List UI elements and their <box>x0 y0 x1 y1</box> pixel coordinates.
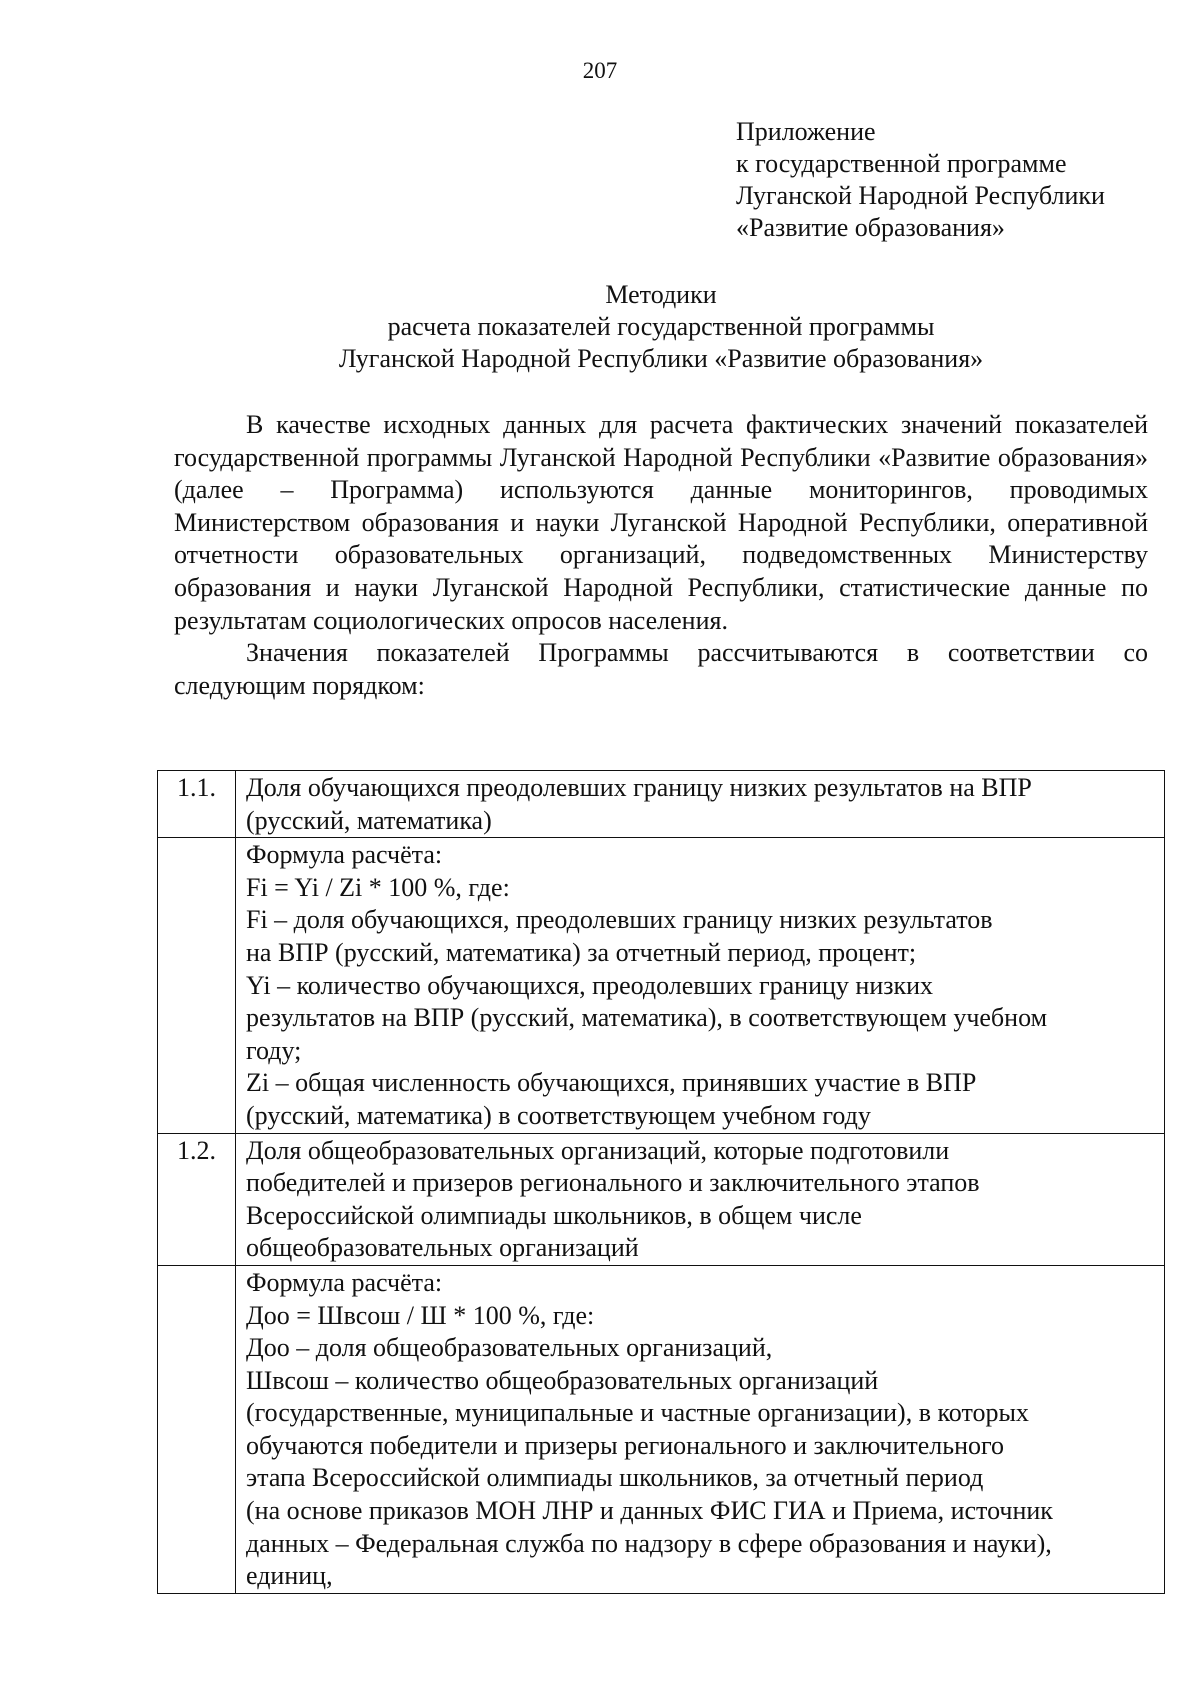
intro-paragraph: Значения показателей Программы рассчитываются в соответствии со следующим порядком: <box>174 638 1148 700</box>
row-number: 1.1. <box>158 771 236 838</box>
appendix-line: к государственной программе <box>736 149 1067 178</box>
intro-paragraph: В качестве исходных данных для расчета фактических значений показателей государственной программы Луганской Народной Республики «Развитие образования» (далее – Программа) используются данные мониторингов, проводимых Министерством образования и науки Луганской Народной Республики, оперативной отчетности образовательных организаций, подведомственных Министерству образования и науки Луганской Народной Республики, статистические данные по результатам социологических опросов населения. <box>174 410 1148 635</box>
appendix-line: Луганской Народной Республики <box>736 181 1105 210</box>
row-line: Доо – доля общеобразовательных организаций, <box>246 1333 773 1363</box>
row-content <box>236 771 1165 838</box>
row-line: данных – Федеральная служба по надзору в сфере образования и науки), <box>246 1528 1052 1558</box>
table-row <box>158 1133 1165 1265</box>
row-line: на ВПР (русский, математика) за отчетный период, процент; <box>246 937 917 967</box>
row-line: Fi – доля обучающихся, преодолевших границу низких результатов <box>246 905 993 935</box>
title-line: расчета показателей государственной программы <box>387 312 935 341</box>
row-line: Формула расчёта: <box>246 840 443 870</box>
row-line: (русский, математика) <box>246 805 492 835</box>
table-row <box>158 1265 1165 1593</box>
page-number: 207 <box>582 58 618 83</box>
title-line: Луганской Народной Республики «Развитие образования» <box>338 344 984 373</box>
row-line: Доо = Швсош / Ш * 100 %, где: <box>246 1300 595 1330</box>
row-number: 1.2. <box>158 1133 236 1265</box>
row-content <box>236 838 1165 1133</box>
row-line: (на основе приказов МОН ЛНР и данных ФИС ГИА и Приема, источник <box>246 1496 1053 1526</box>
row-line: Формула расчёта: <box>246 1267 443 1297</box>
appendix-line: Приложение <box>736 117 876 146</box>
row-line: Zi – общая численность обучающихся, принявших участие в ВПР <box>246 1068 977 1098</box>
row-line: общеобразовательных организаций <box>246 1233 639 1263</box>
row-line: этапа Всероссийской олимпиады школьников, за отчетный период <box>246 1463 984 1493</box>
row-line: обучаются победители и призеры регионального и заключительного <box>246 1430 1005 1460</box>
row-line: единиц, <box>246 1561 333 1591</box>
title-line: Методики <box>605 280 717 309</box>
row-line: Yi – количество обучающихся, преодолевших границу низких <box>246 970 934 1000</box>
row-number <box>158 1265 236 1593</box>
row-line: победителей и призеров регионального и заключительного этапов <box>246 1168 980 1198</box>
table-row <box>158 771 1165 838</box>
row-content <box>236 1133 1165 1265</box>
row-line: Всероссийской олимпиады школьников, в общем числе <box>246 1200 862 1230</box>
methods-table <box>157 770 1165 1594</box>
row-line: Fi = Yi / Zi * 100 %, где: <box>246 872 510 902</box>
row-line: Доля обучающихся преодолевших границу низких результатов на ВПР <box>246 773 1032 802</box>
row-number <box>158 838 236 1133</box>
intro-text <box>174 409 1148 702</box>
row-line: (русский, математика) в соответствующем учебном году <box>246 1100 871 1130</box>
row-content <box>236 1265 1165 1593</box>
table-row <box>158 838 1165 1133</box>
document-title <box>0 279 1200 375</box>
row-line: Швсош – количество общеобразовательных организаций <box>246 1365 879 1395</box>
row-line: (государственные, муниципальные и частные организации), в которых <box>246 1398 1029 1428</box>
appendix-line: «Развитие образования» <box>736 213 1005 242</box>
row-line: Доля общеобразовательных организаций, которые подготовили <box>246 1135 950 1165</box>
row-line: результатов на ВПР (русский, математика), в соответствующем учебном <box>246 1003 1048 1033</box>
row-line: году; <box>246 1035 302 1065</box>
appendix-block <box>736 116 1105 244</box>
